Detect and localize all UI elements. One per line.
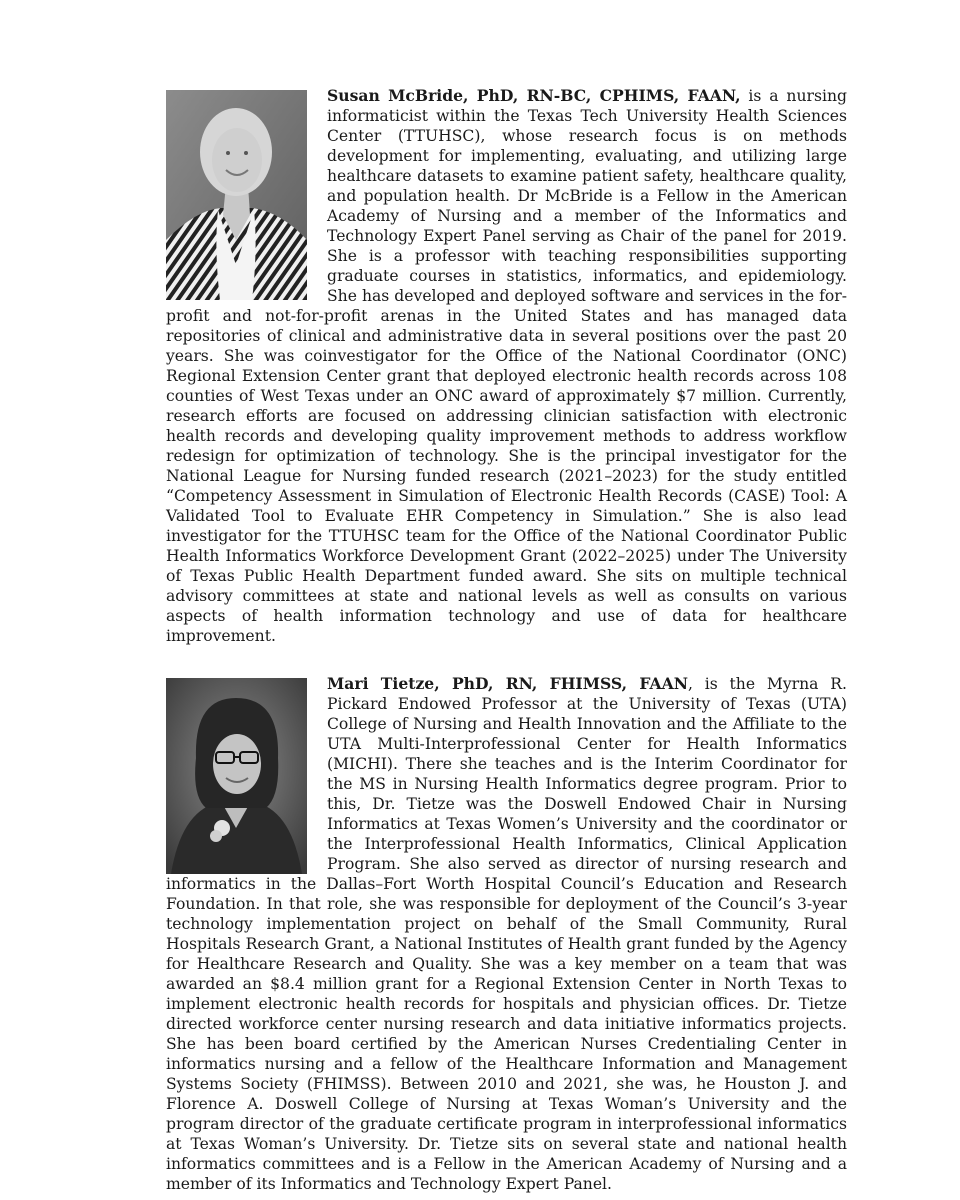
page-content: [166, 86, 847, 1194]
bio-text: is a nursing informaticist within the Texas Tech University Health Sciences Center (TTUHSC), whose research focus is on methods development for implementing, evaluating, and utilizing large healthcare datasets to examine patient safety, healthcare quality, and population health. Dr McBride is a Fellow in the American Academy of Nursing and a member of the Informatics and Technology Expert Panel serving as Chair of the panel for 2019. She is a professor with teaching responsibilities supporting graduate courses in statistics, informatics, and epidemiology. She has developed and deployed software and services in the for-profit and not-for-profit arenas in the United States and has managed data repositories of clinical and administrative data in several positions over the past 20 years. She was coinvestigator for the Office of the National Coordinator (ONC) Regional Extension Center grant that deployed electronic health records across 108 counties of West Texas under an ONC award of approximately $7 million. Currently, research efforts are focused on addressing clinician satisfaction with electronic health records and developing quality improvement methods to address workflow redesign for optimization of technology. She is the principal investigator for the National League for Nursing funded research (2021–2023) for the study entitled “Competency Assessment in Simulation of Electronic Health Records (CASE) Tool: A Validated Tool to Evaluate EHR Competency in Simulation.” She is also lead investigator for the TTUHSC team for the Office of the National Coordinator Public Health Informatics Workforce Development Grant (2022–2025) under The University of Texas Public Health Department funded award. She sits on multiple technical advisory committees at state and national levels as well as consults on various aspects of health information technology and use of data for healthcare improvement.: [166, 87, 847, 645]
portrait-photo: [166, 90, 307, 300]
bio-text: , is the Myrna R. Pickard Endowed Professor at the University of Texas (UTA) College of Nursing and Health Innovation and the Affiliate to the UTA Multi-Interprofessional Center for Health Informatics (MICHI). There she teaches and is the Interim Coordinator for the MS in Nursing Health Informatics degree program. Prior to this, Dr. Tietze was the Doswell Endowed Chair in Nursing Informatics at Texas Women’s University and the coordinator or the Interprofessional Health Informatics, Clinical Application Program. She also served as director of nursing research and informatics in the Dallas–Fort Worth Hospital Council’s Education and Research Foundation. In that role, she was responsible for deployment of the Council’s 3-year technology implementation project on behalf of the Small Community, Rural Hospitals Research Grant, a National Institutes of Health grant funded by the Agency for Healthcare Research and Quality. She was a key member on a team that was awarded an $8.4 million grant for a Regional Extension Center in North Texas to implement electronic health records for hospitals and physician offices. Dr. Tietze directed workforce center nursing research and data initiative informatics projects. She has been board certified by the American Nurses Credentialing Center in informatics nursing and a fellow of the Healthcare Information and Management Systems Society (FHIMSS). Between 2010 and 2021, she was, he Houston J. and Florence A. Doswell College of Nursing at Texas Woman’s University and the program director of the graduate certificate program in interprofessional informatics at Texas Woman’s University. Dr. Tietze sits on several state and national health informatics committees and is a Fellow in the American Academy of Nursing and a member of its Informatics and Technology Expert Panel.: [166, 675, 847, 1193]
bio-susan-mcbride: [166, 86, 847, 646]
bio-name: Susan McBride, PhD, RN-BC, CPHIMS, FAAN,: [327, 86, 741, 105]
bio-name: Mari Tietze, PhD, RN, FHIMSS, FAAN: [327, 674, 688, 693]
portrait-photo: [166, 678, 307, 874]
bio-mari-tietze: [166, 674, 847, 1194]
